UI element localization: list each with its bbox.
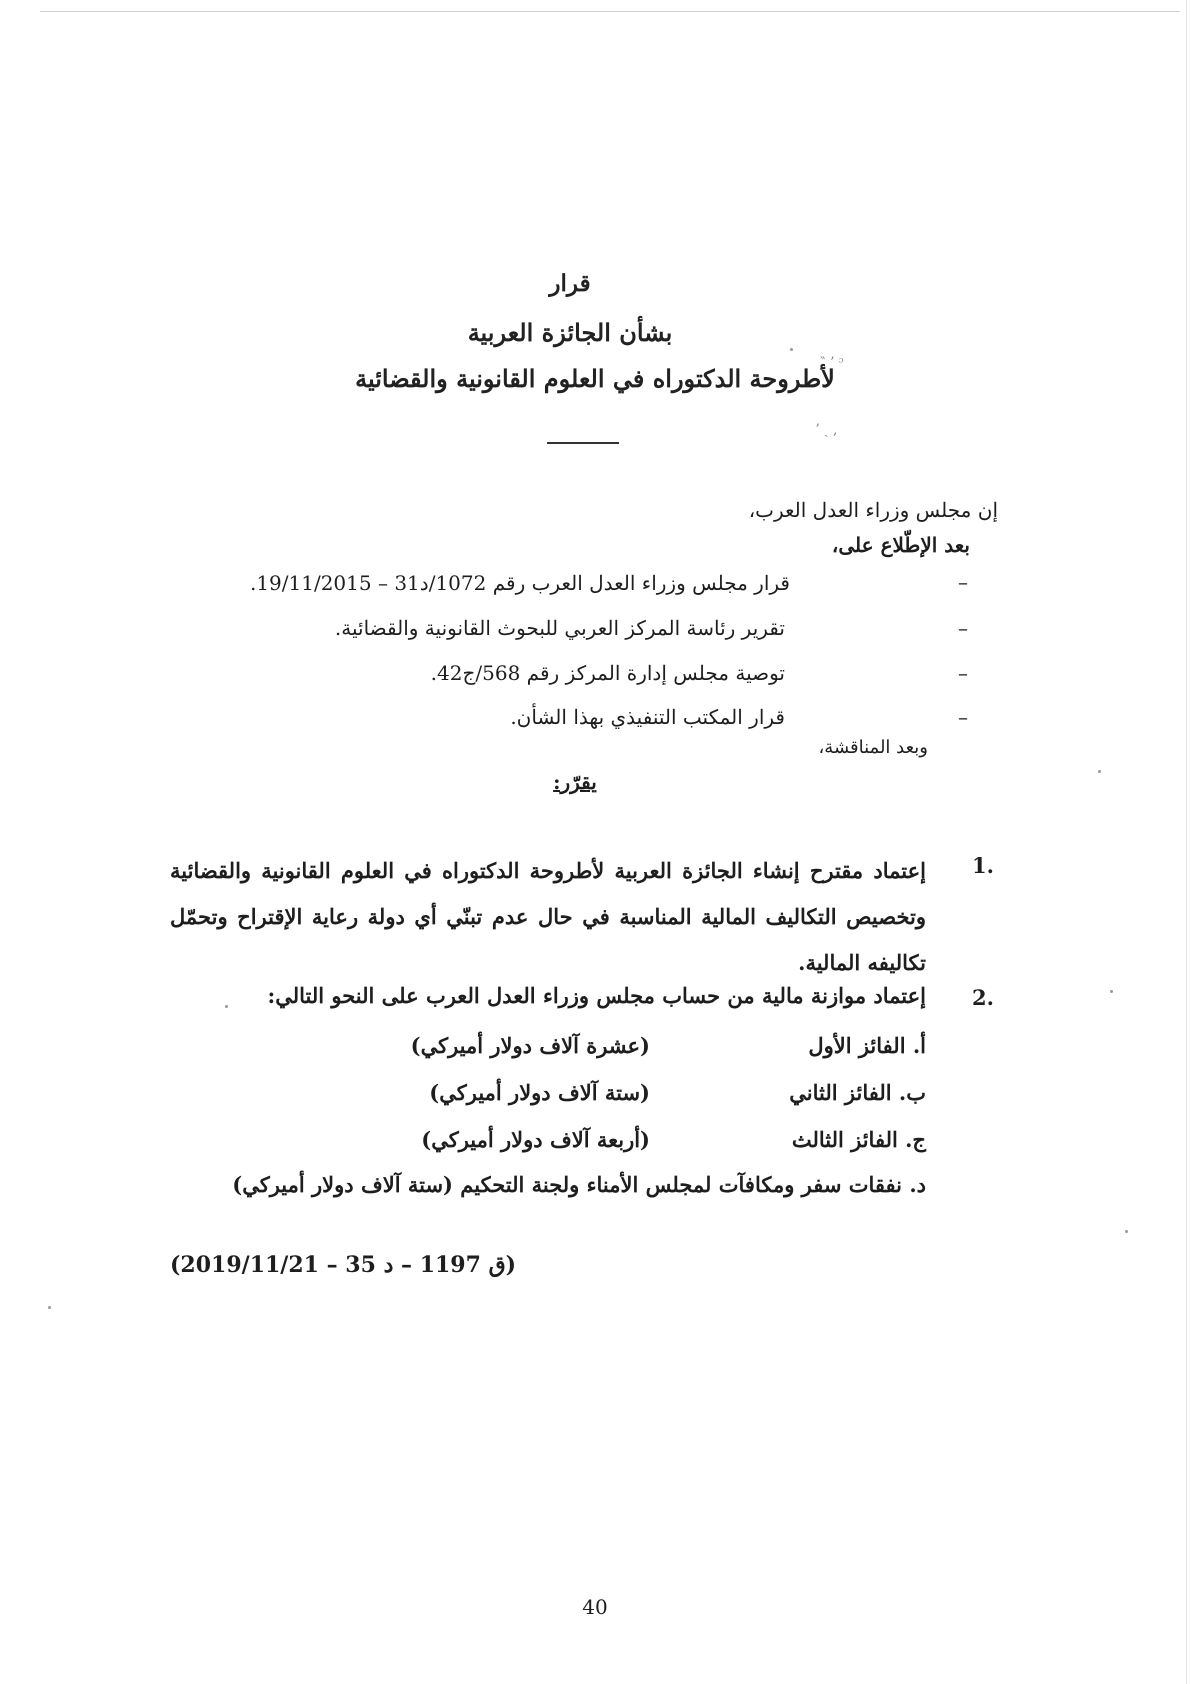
scan-mark: ‶ ʼ ᵓ — [820, 355, 844, 371]
scan-dot — [48, 1306, 51, 1309]
preamble-after-discussion: وبعد المناقشة، — [818, 737, 928, 758]
expenses-line: د. نفقات سفر ومكافآت لمجلس الأمناء ولجنة التحكيم (ستة آلاف دولار أميركي) — [232, 1172, 926, 1197]
scan-top-edge — [40, 11, 1180, 12]
item-number: 1. — [972, 853, 994, 878]
reference-item: قرار مجلس وزراء العدل العرب رقم 1072/د31 – 19/11/2015. — [249, 571, 790, 595]
prize-label: ب. الفائز الثاني — [789, 1080, 926, 1105]
decision-subject-line-1: بشأن الجائزة العربية — [467, 318, 673, 347]
page-number: 40 — [582, 1595, 608, 1619]
reference-item: قرار المكتب التنفيذي بهذا الشأن. — [510, 705, 785, 729]
item-text: إعتماد موازنة مالية من حساب مجلس وزراء العدل العرب على النحو التالي: — [267, 983, 926, 1008]
reference-bullet: – — [958, 705, 968, 729]
prize-label: ج. الفائز الثالث — [791, 1127, 926, 1152]
decision-subject-line-2: لأطروحة الدكتوراه في العلوم القانونية والقضائية — [355, 364, 835, 393]
decision-citation: (ق 1197 – د 35 – 2019/11/21) — [170, 1252, 517, 1278]
item-text: إعتماد مقترح إنشاء الجائزة العربية لأطروحة الدكتوراه في العلوم القانونية والقضائية وتخصيص التكاليف المالية المناسبة في حال عدم تبنّي أي دولة رعاية الإقتراح وتحمّل تكاليفه المالية. — [170, 858, 926, 975]
scan-dot — [790, 348, 793, 351]
preamble-intro: إن مجلس وزراء العدل العرب، — [748, 498, 998, 522]
title-underline — [547, 442, 619, 444]
prize-amount: (عشرة آلاف دولار أميركي) — [410, 1033, 650, 1058]
scan-right-edge — [1186, 0, 1187, 1684]
decision-heading: قرار — [549, 270, 591, 297]
decides-heading: يقرّر: — [553, 770, 597, 794]
scan-dot — [225, 1005, 228, 1008]
reference-bullet: – — [958, 661, 968, 685]
prize-amount: (أربعة آلاف دولار أميركي) — [421, 1127, 650, 1152]
scan-mark: ʼ ˏ , — [815, 422, 838, 438]
prize-amount: (ستة آلاف دولار أميركي) — [429, 1080, 650, 1105]
scan-dot — [1098, 770, 1101, 773]
reference-item: تقرير رئاسة المركز العربي للبحوث القانونية والقضائية. — [334, 616, 785, 640]
reference-bullet: – — [958, 616, 968, 640]
reference-bullet: – — [958, 570, 968, 594]
preamble-after-review: بعد الإطّلاع على، — [831, 533, 970, 557]
prize-label: أ. الفائز الأول — [808, 1033, 926, 1058]
scan-dot — [1125, 1230, 1128, 1233]
scan-dot — [1110, 990, 1113, 993]
reference-item: توصية مجلس إدارة المركز رقم 568/ج42. — [430, 661, 785, 685]
item-number: 2. — [972, 985, 994, 1010]
